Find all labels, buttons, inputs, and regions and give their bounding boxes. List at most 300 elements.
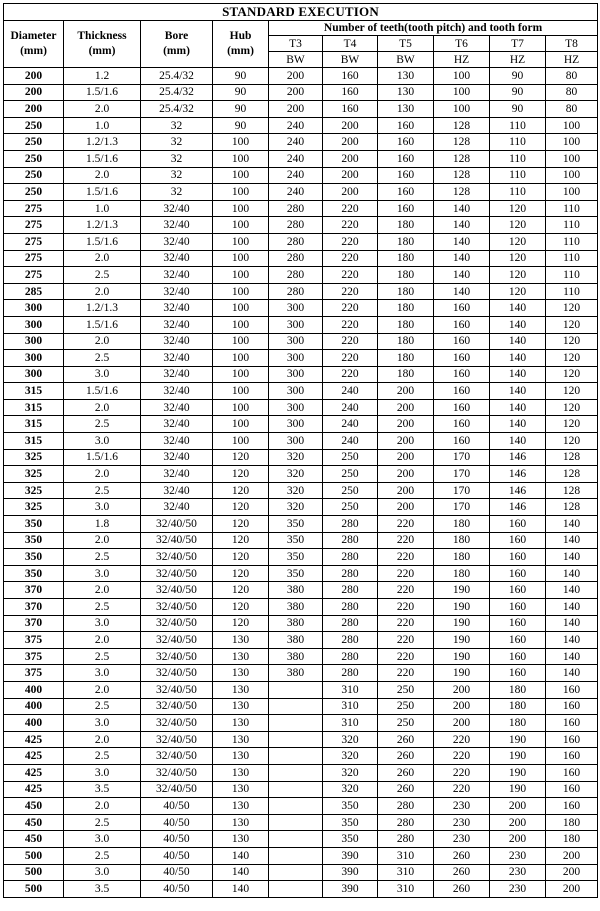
t7-cell: 120 — [490, 250, 546, 267]
hub-cell: 130 — [213, 831, 269, 848]
t4-cell: 320 — [323, 764, 378, 781]
hub-cell: 120 — [213, 615, 269, 632]
t7-cell: 230 — [490, 864, 546, 881]
t3-cell: 280 — [269, 217, 323, 234]
t6-cell: 260 — [434, 864, 490, 881]
t4-cell: 220 — [323, 200, 378, 217]
t7-cell: 160 — [490, 549, 546, 566]
t7-cell: 120 — [490, 217, 546, 234]
t7-cell: 230 — [490, 847, 546, 864]
t8-cell: 80 — [546, 68, 598, 85]
t8-cell: 120 — [546, 383, 598, 400]
t4-cell: 280 — [323, 632, 378, 649]
t8-cell: 100 — [546, 117, 598, 134]
thickness-cell: 1.8 — [64, 516, 141, 533]
diameter-cell: 370 — [4, 599, 64, 616]
t6-cell: 190 — [434, 599, 490, 616]
header-thickness-unit: (mm) — [88, 45, 116, 57]
t4-cell: 250 — [323, 466, 378, 483]
thickness-cell: 1.5/1.6 — [64, 150, 141, 167]
t7-cell: 140 — [490, 300, 546, 317]
thickness-cell: 2.0 — [64, 632, 141, 649]
t5-cell: 200 — [378, 499, 434, 516]
t7-cell: 230 — [490, 881, 546, 898]
bore-cell: 25.4/32 — [141, 101, 213, 118]
t6-cell: 140 — [434, 283, 490, 300]
thickness-cell: 3.0 — [64, 499, 141, 516]
t7-cell: 90 — [490, 68, 546, 85]
table-body — [4, 68, 598, 898]
bore-cell: 32/40/50 — [141, 599, 213, 616]
hub-cell: 120 — [213, 549, 269, 566]
thickness-cell: 3.0 — [64, 565, 141, 582]
table-row — [4, 134, 598, 151]
hub-cell: 120 — [213, 516, 269, 533]
t6-cell: 190 — [434, 582, 490, 599]
t7-cell: 160 — [490, 615, 546, 632]
table-row — [4, 200, 598, 217]
t3-cell: 300 — [269, 333, 323, 350]
t8-cell: 160 — [546, 798, 598, 815]
diameter-cell: 300 — [4, 366, 64, 383]
t7-cell: 110 — [490, 167, 546, 184]
t6-cell: 128 — [434, 167, 490, 184]
t4-cell: 280 — [323, 648, 378, 665]
t3-cell — [269, 798, 323, 815]
bore-cell: 32/40/50 — [141, 781, 213, 798]
table-row — [4, 316, 598, 333]
table-row — [4, 532, 598, 549]
t7-cell: 160 — [490, 516, 546, 533]
standard-execution-table — [3, 3, 598, 898]
t6-cell: 160 — [434, 333, 490, 350]
diameter-cell: 500 — [4, 881, 64, 898]
t3-cell: 280 — [269, 267, 323, 284]
t5-cell: 180 — [378, 350, 434, 367]
t6-cell: 180 — [434, 565, 490, 582]
t5-cell: 250 — [378, 681, 434, 698]
t4-cell: 240 — [323, 433, 378, 450]
bore-cell: 25.4/32 — [141, 68, 213, 85]
thickness-cell: 1.5/1.6 — [64, 383, 141, 400]
diameter-cell: 325 — [4, 466, 64, 483]
t8-cell: 120 — [546, 366, 598, 383]
t7-cell: 140 — [490, 366, 546, 383]
diameter-cell: 350 — [4, 549, 64, 566]
hub-cell: 120 — [213, 599, 269, 616]
bore-cell: 32/40/50 — [141, 615, 213, 632]
t6-cell: 160 — [434, 316, 490, 333]
table-row — [4, 615, 598, 632]
thickness-cell: 2.0 — [64, 283, 141, 300]
t4-cell: 220 — [323, 217, 378, 234]
t8-cell: 200 — [546, 847, 598, 864]
thickness-cell: 3.5 — [64, 781, 141, 798]
header-thickness — [64, 21, 141, 68]
t3-cell: 350 — [269, 549, 323, 566]
t3-cell: 380 — [269, 665, 323, 682]
diameter-cell: 350 — [4, 516, 64, 533]
hub-cell: 130 — [213, 731, 269, 748]
header-diameter-unit: (mm) — [20, 45, 47, 57]
bore-cell: 32 — [141, 167, 213, 184]
t4-cell: 280 — [323, 516, 378, 533]
t6-cell: 160 — [434, 366, 490, 383]
t7-cell: 110 — [490, 184, 546, 201]
hub-cell: 130 — [213, 681, 269, 698]
table-row — [4, 599, 598, 616]
table-row — [4, 516, 598, 533]
t5-cell: 280 — [378, 798, 434, 815]
t5-cell: 250 — [378, 698, 434, 715]
thickness-cell: 2.0 — [64, 167, 141, 184]
bore-cell: 32/40/50 — [141, 516, 213, 533]
t8-cell: 140 — [546, 599, 598, 616]
hub-cell: 140 — [213, 864, 269, 881]
t5-cell: 220 — [378, 599, 434, 616]
bore-cell: 32/40/50 — [141, 648, 213, 665]
table-row — [4, 798, 598, 815]
hub-cell: 130 — [213, 781, 269, 798]
t5-cell: 310 — [378, 881, 434, 898]
bore-cell: 32/40 — [141, 233, 213, 250]
t6-cell: 170 — [434, 449, 490, 466]
header-form-t7: HZ — [490, 52, 546, 68]
diameter-cell: 400 — [4, 681, 64, 698]
table-row — [4, 665, 598, 682]
hub-cell: 90 — [213, 117, 269, 134]
table-row — [4, 68, 598, 85]
table-row — [4, 681, 598, 698]
t6-cell: 220 — [434, 781, 490, 798]
hub-cell: 100 — [213, 283, 269, 300]
header-pitch-t6: T6 — [434, 36, 490, 52]
t3-cell: 200 — [269, 84, 323, 101]
t3-cell — [269, 764, 323, 781]
thickness-cell: 2.0 — [64, 101, 141, 118]
t3-cell: 320 — [269, 449, 323, 466]
table-row — [4, 648, 598, 665]
t6-cell: 128 — [434, 184, 490, 201]
t4-cell: 310 — [323, 681, 378, 698]
header-pitch-t8: T8 — [546, 36, 598, 52]
t7-cell: 90 — [490, 101, 546, 118]
t6-cell: 140 — [434, 233, 490, 250]
t3-cell: 300 — [269, 300, 323, 317]
t5-cell: 130 — [378, 84, 434, 101]
table-row — [4, 217, 598, 234]
t5-cell: 160 — [378, 184, 434, 201]
t5-cell: 160 — [378, 167, 434, 184]
table-row — [4, 101, 598, 118]
hub-cell: 100 — [213, 350, 269, 367]
t3-cell: 280 — [269, 233, 323, 250]
thickness-cell: 1.5/1.6 — [64, 449, 141, 466]
hub-cell: 120 — [213, 449, 269, 466]
diameter-cell: 425 — [4, 764, 64, 781]
diameter-cell: 250 — [4, 134, 64, 151]
hub-cell: 120 — [213, 482, 269, 499]
bore-cell: 32/40 — [141, 449, 213, 466]
hub-cell: 100 — [213, 433, 269, 450]
t5-cell: 180 — [378, 217, 434, 234]
diameter-cell: 350 — [4, 532, 64, 549]
diameter-cell: 200 — [4, 101, 64, 118]
bore-cell: 32/40 — [141, 217, 213, 234]
t6-cell: 180 — [434, 516, 490, 533]
diameter-cell: 425 — [4, 748, 64, 765]
table-row — [4, 549, 598, 566]
header-pitch-t5: T5 — [378, 36, 434, 52]
t3-cell — [269, 847, 323, 864]
t5-cell: 180 — [378, 267, 434, 284]
t4-cell: 220 — [323, 316, 378, 333]
thickness-cell: 1.2/1.3 — [64, 300, 141, 317]
t6-cell: 200 — [434, 715, 490, 732]
t7-cell: 160 — [490, 565, 546, 582]
table-row — [4, 814, 598, 831]
bore-cell: 32 — [141, 184, 213, 201]
table-row — [4, 333, 598, 350]
diameter-cell: 500 — [4, 847, 64, 864]
table-row — [4, 482, 598, 499]
diameter-cell: 275 — [4, 233, 64, 250]
hub-cell: 120 — [213, 565, 269, 582]
hub-cell: 100 — [213, 217, 269, 234]
bore-cell: 25.4/32 — [141, 84, 213, 101]
t4-cell: 240 — [323, 383, 378, 400]
table-row — [4, 300, 598, 317]
thickness-cell: 1.0 — [64, 117, 141, 134]
hub-cell: 130 — [213, 698, 269, 715]
t4-cell: 320 — [323, 748, 378, 765]
t3-cell: 380 — [269, 615, 323, 632]
table-row — [4, 350, 598, 367]
bore-cell: 32/40 — [141, 433, 213, 450]
table-row — [4, 433, 598, 450]
t6-cell: 260 — [434, 881, 490, 898]
t3-cell: 380 — [269, 582, 323, 599]
bore-cell: 32/40/50 — [141, 681, 213, 698]
thickness-cell: 1.2/1.3 — [64, 134, 141, 151]
t8-cell: 140 — [546, 582, 598, 599]
t6-cell: 190 — [434, 648, 490, 665]
diameter-cell: 250 — [4, 117, 64, 134]
table-row — [4, 715, 598, 732]
t7-cell: 180 — [490, 698, 546, 715]
t5-cell: 180 — [378, 300, 434, 317]
t4-cell: 200 — [323, 150, 378, 167]
t6-cell: 140 — [434, 217, 490, 234]
hub-cell: 120 — [213, 532, 269, 549]
t7-cell: 146 — [490, 499, 546, 516]
t8-cell: 140 — [546, 665, 598, 682]
t6-cell: 160 — [434, 433, 490, 450]
t5-cell: 310 — [378, 847, 434, 864]
t4-cell: 350 — [323, 814, 378, 831]
t7-cell: 200 — [490, 831, 546, 848]
t8-cell: 120 — [546, 316, 598, 333]
hub-cell: 100 — [213, 300, 269, 317]
hub-cell: 100 — [213, 134, 269, 151]
bore-cell: 32 — [141, 150, 213, 167]
thickness-cell: 2.5 — [64, 267, 141, 284]
t4-cell: 350 — [323, 798, 378, 815]
hub-cell: 90 — [213, 84, 269, 101]
t7-cell: 120 — [490, 267, 546, 284]
t4-cell: 320 — [323, 781, 378, 798]
bore-cell: 32 — [141, 117, 213, 134]
t8-cell: 140 — [546, 532, 598, 549]
diameter-cell: 370 — [4, 615, 64, 632]
bore-cell: 32/40/50 — [141, 748, 213, 765]
bore-cell: 32 — [141, 134, 213, 151]
t6-cell: 190 — [434, 632, 490, 649]
hub-cell: 100 — [213, 184, 269, 201]
t7-cell: 200 — [490, 814, 546, 831]
table-row — [4, 748, 598, 765]
t6-cell: 220 — [434, 764, 490, 781]
bore-cell: 32/40/50 — [141, 582, 213, 599]
diameter-cell: 425 — [4, 781, 64, 798]
table-row — [4, 184, 598, 201]
t4-cell: 280 — [323, 615, 378, 632]
bore-cell: 40/50 — [141, 814, 213, 831]
t6-cell: 200 — [434, 681, 490, 698]
table-row — [4, 466, 598, 483]
t4-cell: 200 — [323, 184, 378, 201]
t8-cell: 80 — [546, 84, 598, 101]
table-row — [4, 117, 598, 134]
hub-cell: 130 — [213, 814, 269, 831]
t3-cell — [269, 781, 323, 798]
t8-cell: 128 — [546, 499, 598, 516]
hub-cell: 100 — [213, 233, 269, 250]
t5-cell: 160 — [378, 117, 434, 134]
header-hub-unit: (mm) — [227, 45, 254, 57]
t7-cell: 140 — [490, 399, 546, 416]
t8-cell: 160 — [546, 715, 598, 732]
header-bore-label: Bore — [164, 30, 189, 42]
t4-cell: 390 — [323, 847, 378, 864]
t6-cell: 170 — [434, 466, 490, 483]
hub-cell: 100 — [213, 250, 269, 267]
t5-cell: 160 — [378, 200, 434, 217]
t5-cell: 260 — [378, 748, 434, 765]
t4-cell: 280 — [323, 582, 378, 599]
t4-cell: 390 — [323, 881, 378, 898]
hub-cell: 100 — [213, 399, 269, 416]
thickness-cell: 3.0 — [64, 615, 141, 632]
thickness-cell: 3.0 — [64, 764, 141, 781]
t8-cell: 120 — [546, 433, 598, 450]
t8-cell: 140 — [546, 648, 598, 665]
t6-cell: 140 — [434, 267, 490, 284]
diameter-cell: 370 — [4, 582, 64, 599]
t8-cell: 100 — [546, 167, 598, 184]
thickness-cell: 1.2 — [64, 68, 141, 85]
t3-cell — [269, 715, 323, 732]
bore-cell: 40/50 — [141, 864, 213, 881]
hub-cell: 130 — [213, 764, 269, 781]
t3-cell: 200 — [269, 68, 323, 85]
bore-cell: 40/50 — [141, 847, 213, 864]
table-row — [4, 864, 598, 881]
t6-cell: 220 — [434, 748, 490, 765]
t6-cell: 140 — [434, 200, 490, 217]
t4-cell: 390 — [323, 864, 378, 881]
t8-cell: 110 — [546, 267, 598, 284]
t8-cell: 110 — [546, 283, 598, 300]
t5-cell: 220 — [378, 665, 434, 682]
t7-cell: 146 — [490, 482, 546, 499]
t3-cell: 320 — [269, 499, 323, 516]
diameter-cell: 500 — [4, 864, 64, 881]
t3-cell — [269, 748, 323, 765]
t6-cell: 128 — [434, 117, 490, 134]
thickness-cell: 2.0 — [64, 250, 141, 267]
header-pitch-t4: T4 — [323, 36, 378, 52]
diameter-cell: 275 — [4, 200, 64, 217]
thickness-cell: 1.5/1.6 — [64, 316, 141, 333]
t4-cell: 240 — [323, 399, 378, 416]
t5-cell: 200 — [378, 433, 434, 450]
t7-cell: 190 — [490, 731, 546, 748]
diameter-cell: 450 — [4, 814, 64, 831]
bore-cell: 32/40 — [141, 350, 213, 367]
bore-cell: 32/40/50 — [141, 665, 213, 682]
t4-cell: 220 — [323, 283, 378, 300]
t5-cell: 220 — [378, 615, 434, 632]
t6-cell: 200 — [434, 698, 490, 715]
bore-cell: 32/40/50 — [141, 549, 213, 566]
table-row — [4, 233, 598, 250]
thickness-cell: 2.0 — [64, 798, 141, 815]
t6-cell: 230 — [434, 814, 490, 831]
hub-cell: 120 — [213, 466, 269, 483]
t6-cell: 190 — [434, 615, 490, 632]
t5-cell: 220 — [378, 549, 434, 566]
t6-cell: 160 — [434, 350, 490, 367]
hub-cell: 130 — [213, 665, 269, 682]
hub-cell: 140 — [213, 881, 269, 898]
t7-cell: 160 — [490, 632, 546, 649]
table-row — [4, 731, 598, 748]
diameter-cell: 250 — [4, 167, 64, 184]
header-hub-label: Hub — [229, 30, 252, 42]
t4-cell: 310 — [323, 715, 378, 732]
t7-cell: 190 — [490, 748, 546, 765]
t5-cell: 200 — [378, 466, 434, 483]
t8-cell: 100 — [546, 150, 598, 167]
t4-cell: 280 — [323, 532, 378, 549]
bore-cell: 32/40/50 — [141, 715, 213, 732]
t8-cell: 110 — [546, 250, 598, 267]
t3-cell: 380 — [269, 632, 323, 649]
table-row — [4, 565, 598, 582]
thickness-cell: 3.0 — [64, 831, 141, 848]
hub-cell: 100 — [213, 383, 269, 400]
t8-cell: 120 — [546, 350, 598, 367]
table-row — [4, 283, 598, 300]
thickness-cell: 1.2/1.3 — [64, 217, 141, 234]
t4-cell: 250 — [323, 499, 378, 516]
t4-cell: 220 — [323, 250, 378, 267]
table-row — [4, 366, 598, 383]
t3-cell: 240 — [269, 150, 323, 167]
t4-cell: 220 — [323, 267, 378, 284]
header-hub — [213, 21, 269, 68]
